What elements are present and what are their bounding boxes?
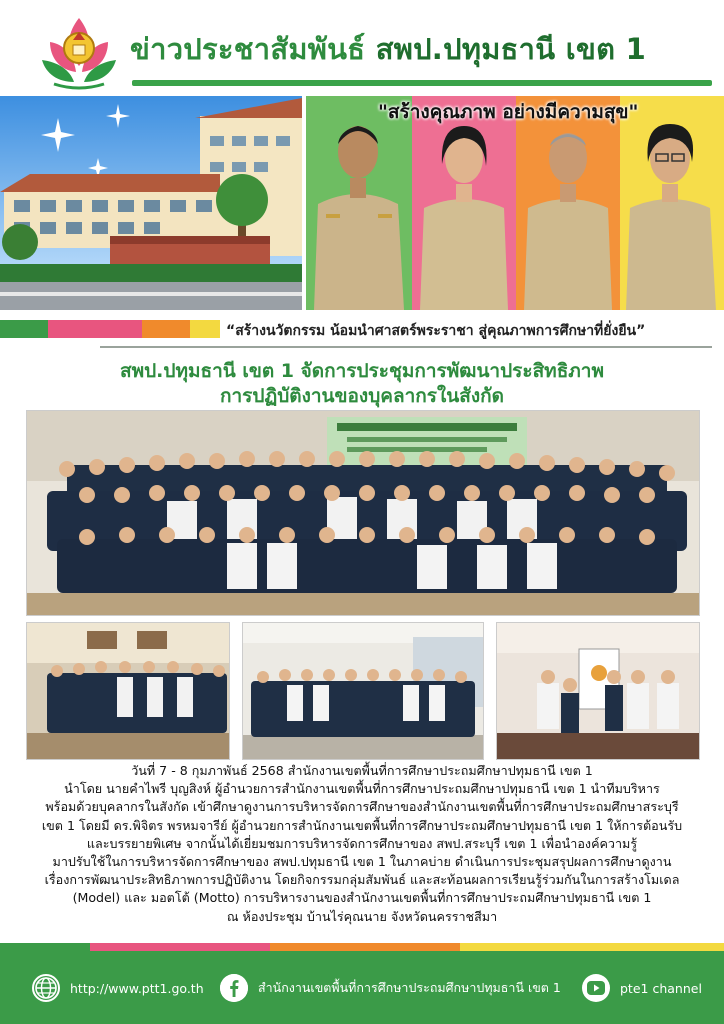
- news-body: [14, 762, 710, 926]
- youtube-icon: [582, 974, 610, 1002]
- footer-youtube-text: pte1 channel: [620, 980, 702, 996]
- group-photo: [26, 410, 700, 616]
- body-line-1: วันที่ 7 - 8 กุมภาพันธ์ 2568 สำนักงานเขตพื้นที่การศึกษาประถมศึกษาปทุมธานี เขต 1: [131, 763, 593, 778]
- color-bar-pink: [48, 320, 142, 338]
- office-building-photo: [0, 96, 302, 310]
- header-title: [130, 26, 646, 72]
- header-underline: [132, 80, 712, 86]
- corridor-photo: [26, 622, 230, 760]
- workshop-photo: [496, 622, 700, 760]
- body-line-7: เรื่องการพัฒนาประสิทธิภาพการปฏิบัติงาน โดยกิจกรรมกลุ่มสัมพันธ์ และสะท้อนผลการเรียนรู้ร่วมกันในการสร้างโมเดล: [44, 872, 680, 888]
- footer-color-stripes: [0, 943, 724, 951]
- footer-facebook[interactable]: [220, 973, 561, 1003]
- facebook-icon: [220, 974, 248, 1002]
- office-emblem-logo: [40, 12, 118, 92]
- executives-banner-photo: [306, 96, 724, 310]
- color-bar-green: [0, 320, 48, 338]
- body-line-6: มาปรับใช้ในการบริหารจัดการศึกษาของ สพป.ปทุมธานี เขต 1 ในภาคบ่าย ดำเนินการประชุมสรุปผลการศึกษาดูงาน: [52, 854, 672, 870]
- banner-slogan: "สร้างคุณภาพ อย่างมีความสุข": [378, 101, 639, 123]
- header-title-suffix: สพป.ปทุมธานี เขต 1: [375, 32, 647, 66]
- header-title-main: ข่าวประชาสัมพันธ์: [130, 32, 366, 66]
- body-line-5: และบรรยายพิเศษ จากนั้นได้เยี่ยมชมการบริหารจัดการศึกษาของ สพป.สระบุรี เขต 1 เพื่อนำองค์ความรู้: [86, 835, 638, 851]
- body-line-2: นำโดย นายคำไพรี บุญสิงห์ ผู้อำนวยการสำนักงานเขตพื้นที่การศึกษาประถมศึกษาปทุมธานี เขต 1 นำทีมบริหาร: [64, 781, 660, 797]
- divider: [100, 346, 712, 348]
- footer-youtube[interactable]: [582, 973, 702, 1003]
- body-line-4: เขต 1 โดยมี ดร.พิจิตร พรหมจารีย์ ผู้อำนวยการสำนักงานเขตพื้นที่การศึกษาประถมศึกษาปทุมธานี เขต 1 ให้การต้อนรับ: [41, 817, 683, 833]
- headline-line-2: การปฏิบัติงานของบุคลากรในสังกัด: [220, 385, 504, 407]
- footer-website-text: http://www.ptt1.go.th: [70, 980, 204, 996]
- body-line-3: พร้อมด้วยบุคลากรในสังกัด เข้าศึกษาดูงานการบริหารจัดการศึกษาของสำนักงานเขตพื้นที่การศึกษาประถมศึกษาสระบุรี: [45, 799, 679, 815]
- globe-icon: [32, 974, 60, 1002]
- body-line-9: ณ ห้องประชุม บ้านไร่คุณนาย จังหวัดนครราชสีมา: [226, 908, 498, 924]
- headline-line-1: สพป.ปทุมธานี เขต 1 จัดการประชุมการพัฒนาประสิทธิภาพ: [119, 360, 605, 382]
- meeting-room-photo: [242, 622, 484, 760]
- tagline: “สร้างนวัตกรรม น้อมนำศาสตร์พระราชา สู่คุณภาพการศึกษาที่ยั่งยืน”: [226, 323, 646, 339]
- color-bar-yellow: [190, 320, 220, 338]
- color-bar-orange: [142, 320, 190, 338]
- body-line-8: (Model) และ มอตโต้ (Motto) การบริหารงานของสำนักงานเขตพื้นที่การศึกษาประถมศึกษาปทุมธานี เขต 1: [72, 890, 652, 906]
- footer-website[interactable]: [32, 973, 204, 1003]
- footer-facebook-text: สำนักงานเขตพื้นที่การศึกษาประถมศึกษาปทุมธานี เขต 1: [258, 980, 561, 995]
